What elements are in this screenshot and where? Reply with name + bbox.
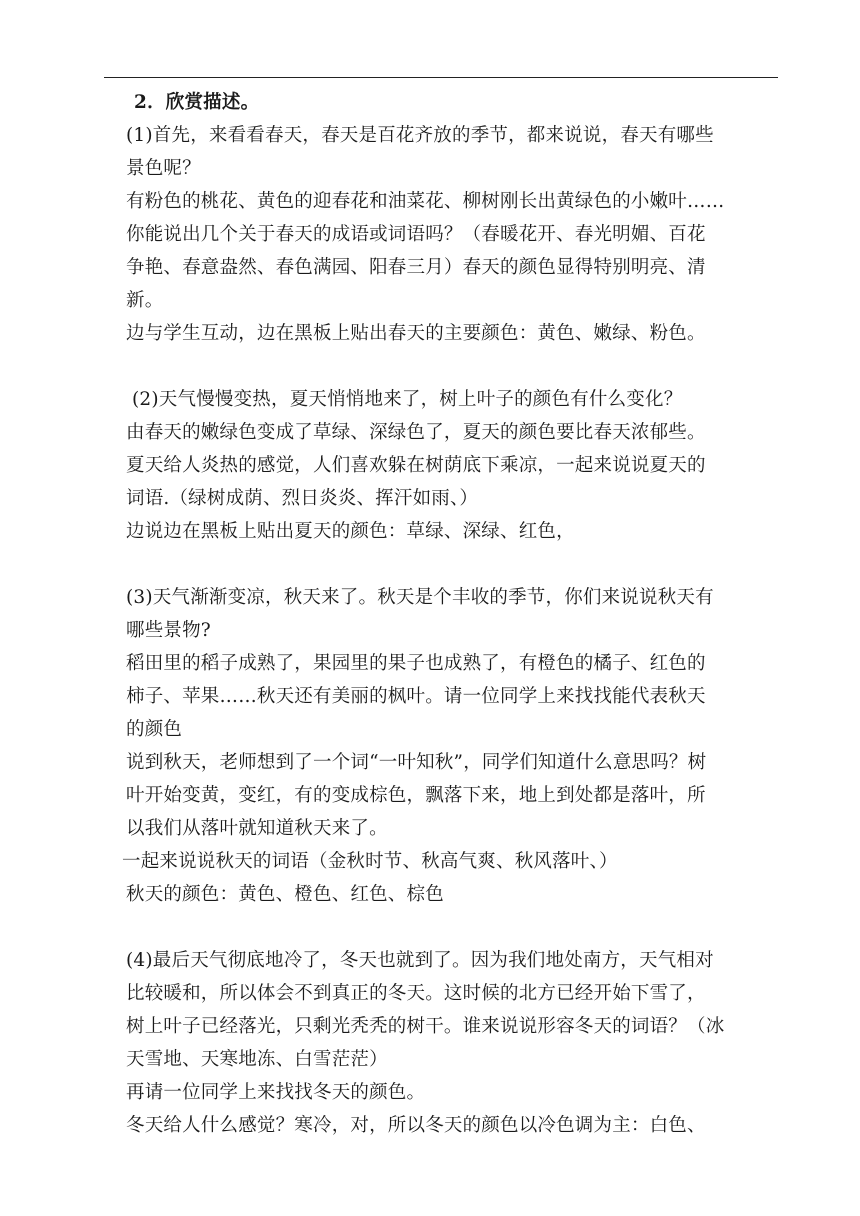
blank-line [126,911,758,944]
document-body [122,86,758,1142]
blank-line [126,350,758,383]
paragraph-line: 一起来说说秋天的词语（金秋时节、秋高气爽、秋风落叶、） [122,851,618,872]
winter-section [126,944,758,1142]
header-rule [104,77,778,78]
paragraph-line: 夏天给人炎热的感觉，人们喜欢躲在树荫底下乘凉，一起来说说夏天的 [126,455,706,476]
paragraph-line: 稻田里的稻子成熟了，果园里的果子也成熟了，有橙色的橘子、红色的 [126,653,706,674]
blank-line [126,548,758,581]
summer-section [126,383,758,548]
paragraph-line: 争艳、春意盎然、春色满园、阳春三月）春天的颜色显得特别明亮、清 [126,257,706,278]
section-heading: 2．欣赏描述。 [134,92,260,113]
paragraph-line: 的颜色 [126,719,183,740]
paragraph-line: 词语.（绿树成荫、烈日炎炎、挥汗如雨、） [126,488,479,509]
paragraph-line: (2)天气慢慢变热，夏天悄悄地来了，树上叶子的颜色有什么变化？ [132,389,683,410]
paragraph-line: 叶开始变黄，变红，有的变成棕色，飘落下来，地上到处都是落叶，所 [126,785,706,806]
paragraph-line: 秋天的颜色：黄色、橙色、红色、棕色 [126,884,444,905]
paragraph-line: 边与学生互动，边在黑板上贴出春天的主要颜色：黄色、嫩绿、粉色。 [126,323,706,344]
paragraph-line: 树上叶子已经落光，只剩光秃秃的树干。谁来说说形容冬天的词语？（冰 [126,1016,725,1037]
paragraph-line: 冬天给人什么感觉？寒冷，对，所以冬天的颜色以冷色调为主：白色、 [126,1115,706,1136]
paragraph-line: 由春天的嫩绿色变成了草绿、深绿色了，夏天的颜色要比春天浓郁些。 [126,422,706,443]
paragraph-line: (1)首先，来看看春天，春天是百花齐放的季节，都来说说，春天有哪些 [126,125,714,146]
paragraph-line: (4)最后天气彻底地冷了，冬天也就到了。因为我们地处南方，天气相对 [126,950,714,971]
spring-section [126,119,758,350]
paragraph-line: 柿子、苹果……秋天还有美丽的枫叶。请一位同学上来找找能代表秋天 [126,686,706,707]
paragraph-line: 以我们从落叶就知道秋天来了。 [126,818,388,839]
paragraph-line: 有粉色的桃花、黄色的迎春花和油菜花、柳树刚长出黄绿色的小嫩叶…… [126,191,725,212]
paragraph-line: 说到秋天，老师想到了一个词“一叶知秋”，同学们知道什么意思吗？树 [126,752,707,773]
paragraph-line: 新。 [126,290,164,311]
paragraph-line: 你能说出几个关于春天的成语或词语吗？（春暖花开、春光明媚、百花 [126,224,706,245]
paragraph-line: 比较暖和，所以体会不到真正的冬天。这时候的北方已经开始下雪了， [126,983,706,1004]
paragraph-line: 边说边在黑板上贴出夏天的颜色：草绿、深绿、红色， [126,521,575,542]
paragraph-line: 景色呢？ [126,158,201,179]
autumn-section [122,581,758,911]
paragraph-line: (3)天气渐渐变凉，秋天来了。秋天是个丰收的季节，你们来说说秋天有 [126,587,714,608]
paragraph-line: 哪些景物? [126,620,211,641]
paragraph-line: 天雪地、天寒地冻、白雪茫茫） [126,1049,388,1070]
paragraph-line: 再请一位同学上来找找冬天的颜色。 [126,1082,426,1103]
